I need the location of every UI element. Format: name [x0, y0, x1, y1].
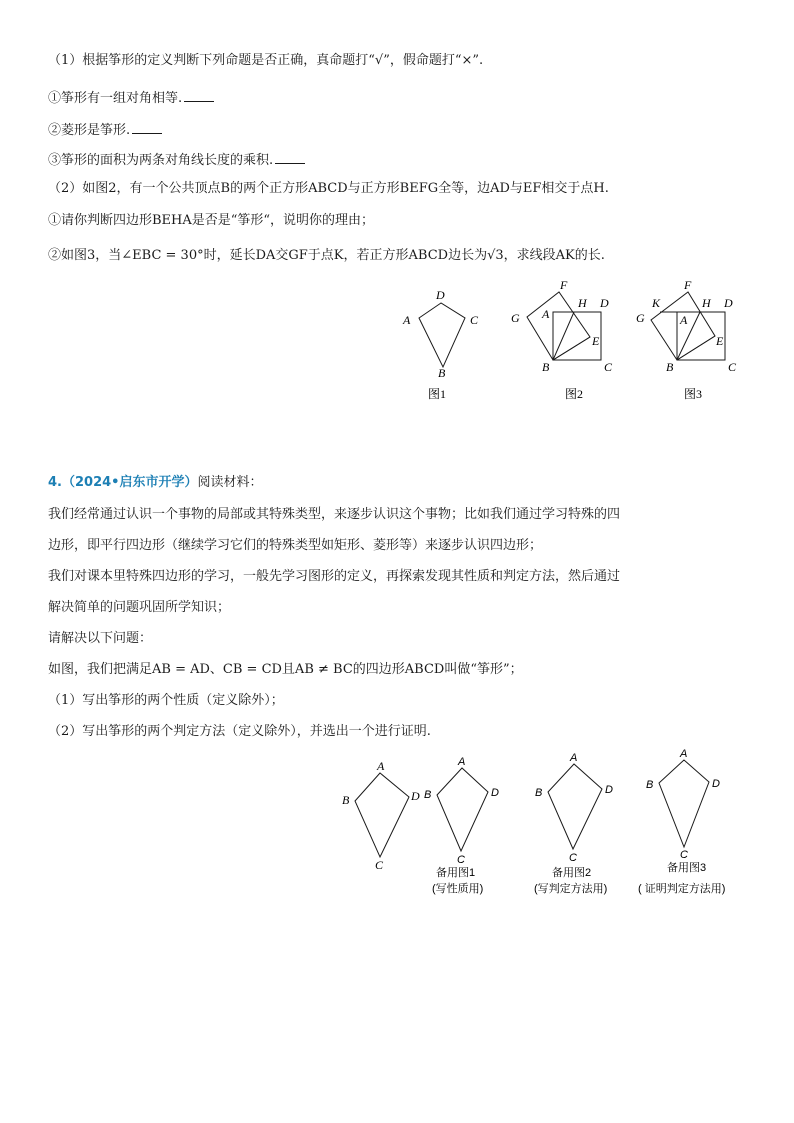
fig2-label-f: F [560, 278, 568, 292]
spare2-label-a: A [570, 752, 578, 764]
figure-2-line-bh [553, 312, 574, 360]
problem-4-header [48, 474, 263, 492]
spare1-label-b: B [424, 789, 432, 801]
fig3-label-h: H [702, 296, 711, 310]
main-label-a: A [377, 759, 385, 773]
fig2-label-a: A [542, 307, 550, 321]
spare3-caption: 备用图3 [667, 862, 707, 874]
spare3-label-c: C [680, 849, 688, 861]
main-label-c: C [375, 858, 384, 872]
fig1-label-a: A [403, 313, 411, 327]
fig3-label-b: B [666, 360, 674, 374]
problem-4-para1b: 边形，即平行四边形（继续学习它们的特殊类型如矩形、菱形等）来逐步认识四边形； [48, 538, 543, 553]
spare2-label-b: B [535, 787, 543, 799]
fig1-caption: 图1 [428, 387, 447, 401]
fig1-label-b: B [438, 366, 446, 380]
top-figures [0, 0, 794, 420]
main-label-b: B [342, 793, 350, 807]
main-kite [355, 773, 409, 857]
problem-4-para2b: 解决简单的问题巩固所学知识； [48, 600, 231, 615]
bottom-figures [0, 740, 794, 920]
question-1-text: ①筝形有一组对角相等. [48, 91, 183, 106]
figure-3 [651, 292, 725, 360]
fig3-caption: 图3 [684, 387, 703, 401]
fig1-label-d: D [436, 288, 445, 302]
spare1-label-c: C [457, 854, 465, 866]
spare1-label-a: A [458, 756, 466, 768]
main-label-d: D [411, 789, 420, 803]
fig2-label-g: G [511, 311, 520, 325]
problem-4-para3: 请解决以下问题： [48, 631, 153, 646]
fig3-label-c: C [728, 360, 737, 374]
fig3-label-a: A [680, 313, 688, 327]
part1-q2-sub1: ①请你判断四边形BEHA是否是“筝形“，说明你的理由； [48, 213, 375, 228]
fig2-label-h: H [578, 296, 587, 310]
problem-number: 4. [48, 475, 62, 490]
problem-4-para4: 如图，我们把满足AB = AD、CB = CD且AB ≠ BC的四边形ABCD叫做“筝形”； [48, 662, 523, 677]
problem-4-para1a: 我们经常通过认识一个事物的局部或其特殊类型，来逐步认识这个事物；比如我们通过学习特殊的四 [48, 507, 621, 522]
spare3-label-b: B [646, 779, 654, 791]
figure-2 [527, 292, 601, 360]
spare3-label-a: A [680, 748, 688, 760]
fig3-label-e: E [716, 334, 724, 348]
spare2-label-d: D [605, 784, 613, 796]
fig1-label-c: C [470, 313, 479, 327]
fig3-label-f: F [684, 278, 692, 292]
fig3-label-g: G [636, 311, 645, 325]
spare1-label-d: D [491, 787, 499, 799]
spare2-label-c: C [569, 852, 577, 864]
spare3-caption-note: ( 证明判定方法用) [638, 883, 726, 895]
spare1-caption-note: (写性质用) [432, 883, 484, 895]
fig3-label-k: K [652, 296, 661, 310]
spare3-kite [659, 760, 709, 847]
fig2-label-b: B [542, 360, 550, 374]
figure-1 [419, 303, 465, 367]
problem-source: （2024•启东市开学） [61, 475, 198, 490]
problem-4-q1: （1）写出筝形的两个性质（定义除外）； [48, 693, 284, 708]
spare1-caption: 备用图1 [436, 867, 476, 879]
problem-head: 阅读材料： [197, 475, 263, 490]
spare3-label-d: D [712, 778, 720, 790]
problem-4-para2a: 我们对课本里特殊四边形的学习，一般先学习图形的定义，再探索发现其性质和判定方法，然后通过 [48, 569, 621, 584]
part1-q2-statement: （2）如图2，有一个公共顶点B的两个正方形ABCD与正方形BEFG全等，边AD与EF相交于点H. [48, 181, 609, 196]
fig2-label-d: D [600, 296, 609, 310]
spare2-kite [548, 764, 602, 849]
spare2-caption-note: (写判定方法用) [534, 883, 608, 895]
spare2-caption: 备用图2 [552, 867, 592, 879]
fig2-label-c: C [604, 360, 613, 374]
part1-intro: （1）根据筝形的定义判断下列命题是否正确，真命题打“√”，假命题打“×”. [48, 53, 484, 68]
question-3-text: ③筝形的面积为两条对角线长度的乘积. [48, 153, 274, 168]
spare1-kite [437, 768, 488, 851]
fig2-label-e: E [592, 334, 600, 348]
part1-q2-sub2: ②如图3，当∠EBC = 30°时，延长DA交GF于点K，若正方形ABCD边长为√3，求线段AK的长. [48, 248, 605, 263]
figure-1-kite [419, 303, 465, 367]
fig3-label-d: D [724, 296, 733, 310]
problem-4-q2: （2）写出筝形的两个判定方法（定义除外），并选出一个进行证明. [48, 724, 431, 739]
question-2-text: ②菱形是筝形. [48, 123, 131, 138]
fig2-caption: 图2 [565, 387, 584, 401]
